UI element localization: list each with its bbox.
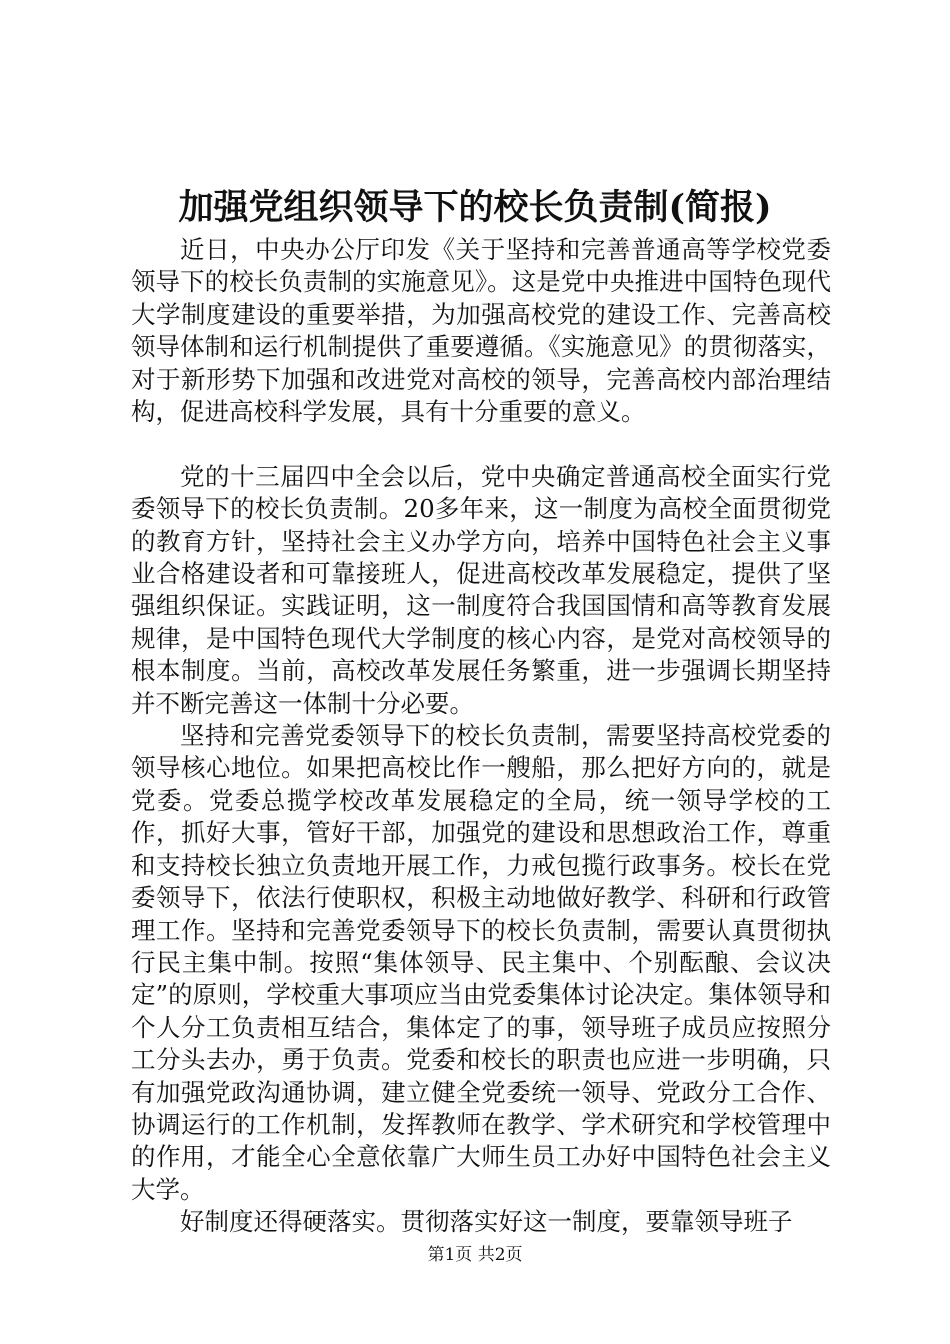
paragraph-4: 好制度还得硬落实。贯彻落实好这一制度，要靠领导班子	[180, 1207, 793, 1237]
paragraph-2: 党的十三届四中全会以后，党中央确定普通高校全面实行党委领导下的校长负责制。20多年来，这一制度为高校全面贯彻党的教育方针，坚持社会主义办学方向，培养中国特色社会主义事业合格建设者和可靠接班人，促进高校改革发展稳定，提供了坚强组织保证。实践证明，这一制度符合我国国情和高等教育发展规律，是中国特色现代大学制度的核心内容，是党对高校领导的根本制度。当前，高校改革发展任务繁重，进一步强调长期坚持并不断完善这一体制十分必要。	[131, 461, 831, 718]
paragraph-3: 坚持和完善党委领导下的校长负责制，需要坚持高校党委的领导核心地位。如果把高校比作一艘船，那么把好方向的，就是党委。党委总揽学校改革发展稳定的全局，统一领导学校的工作，抓好大事，管好干部，加强党的建设和思想政治工作，尊重和支持校长独立负责地开展工作，力戒包揽行政事务。校长在党委领导下，依法行使职权，积极主动地做好教学、科研和行政管理工作。坚持和完善党委领导下的校长负责制，需要认真贯彻执行民主集中制。按照“集体领导、民主集中、个别酝酿、会议决定”的原则，学校重大事项应当由党委集体讨论决定。集体领导和个人分工负责相互结合，集体定了的事，领导班子成员应按照分工分头去办，勇于负责。党委和校长的职责也应进一步明确，只有加强党政沟通协调，建立健全党委统一领导、党政分工合作、协调运行的工作机制，发挥教师在教学、学术研究和学校管理中的作用，才能全心全意依靠广大师生员工办好中国特色社会主义大学。	[131, 721, 831, 1204]
paragraph-1: 近日，中央办公厅印发《关于坚持和完善普通高等学校党委领导下的校长负责制的实施意见》。这是党中央推进中国特色现代大学制度建设的重要举措，为加强高校党的建设工作、完善高校领导体制和运行机制提供了重要遵循。《实施意见》的贯彻落实，对于新形势下加强和改进党对高校的领导，完善高校内部治理结构，促进高校科学发展，具有十分重要的意义。	[131, 235, 831, 427]
document-title: 加强党组织领导下的校长负责制(简报)	[178, 187, 772, 228]
page-number: 第1页 共2页	[427, 1245, 523, 1265]
document-body	[131, 234, 831, 1239]
